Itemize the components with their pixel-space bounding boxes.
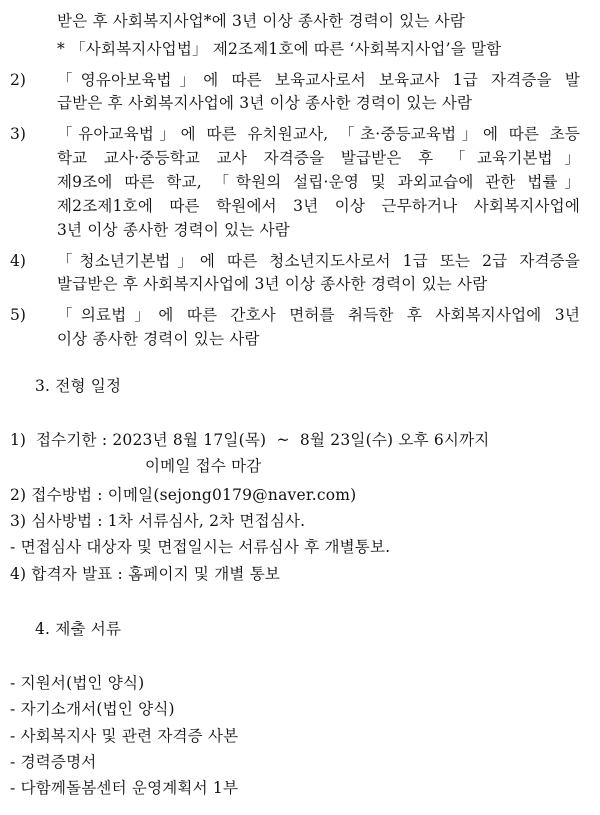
qualification-item4-number: 4) — [10, 252, 26, 270]
schedule-method: 2) 접수방법 : 이메일(sejong0179@naver.com) — [10, 486, 357, 504]
document-item-self-intro: - 자기소개서(법인 양식) — [10, 700, 175, 718]
document-item-certificate: - 사회복지사 및 관련 자격증 사본 — [10, 727, 239, 745]
schedule-heading: 3. 전형 일정 — [35, 377, 122, 395]
document-item-application: - 지원서(법인 양식) — [10, 674, 145, 692]
qualification-item3-line1: 「유아교육법」에 따른 유치원교사, 「초·중등교육법」에 따른 초등 — [57, 125, 580, 143]
qualification-item4-line1: 「청소년기본법」에 따른 청소년지도사로서 1급 또는 2급 자격증을 — [57, 252, 580, 270]
schedule-interview-note: - 면접심사 대상자 및 면접일시는 서류심사 후 개별통보. — [10, 538, 391, 556]
schedule-announcement: 4) 합격자 발표 : 홈페이지 및 개별 통보 — [10, 565, 281, 583]
qualification-item1-note: * 「사회복지사업법」 제2조제1호에 따른 ‘사회복지사업’을 말함 — [57, 40, 502, 58]
qualification-item3-number: 3) — [10, 125, 26, 143]
qualification-item1-continuation: 받은 후 사회복지사업*에 3년 이상 종사한 경력이 있는 사람 — [57, 12, 466, 30]
qualification-item5-number: 5) — [10, 306, 26, 324]
qualification-item2-line1: 「영유아보육법」에 따른 보육교사로서 보육교사 1급 자격증을 발 — [57, 71, 580, 89]
documents-heading: 4. 제출 서류 — [35, 620, 122, 638]
qualification-item5-line2: 이상 종사한 경력이 있는 사람 — [57, 330, 260, 348]
qualification-item3-line5: 3년 이상 종사한 경력이 있는 사람 — [57, 221, 290, 239]
schedule-item1-number: 1) — [10, 431, 26, 449]
document-item-career: - 경력증명서 — [10, 753, 97, 771]
qualification-item4-line2: 발급받은 후 사회복지사업에 3년 이상 종사한 경력이 있는 사람 — [57, 275, 488, 293]
qualification-item3-line3: 제9조에 따른 학교, 「학원의 설립·운영 및 과외교습에 관한 법률」 — [57, 173, 580, 191]
schedule-review: 3) 심사방법 : 1차 서류심사, 2차 면접심사. — [10, 512, 306, 530]
qualification-item5-line1: 「의료법」에 따른 간호사 면허를 취득한 후 사회복지사업에 3년 — [57, 306, 580, 324]
document-item-plan: - 다함께돌봄센터 운영계획서 1부 — [10, 779, 239, 797]
qualification-item3-line2: 학교 교사·중등학교 교사 자격증을 발급받은 후 「교육기본법」 — [57, 149, 580, 167]
qualification-item2-number: 2) — [10, 71, 26, 89]
qualification-item3-line4: 제2조제1호에 따른 학원에서 3년 이상 근무하거나 사회복지사업에 — [57, 197, 580, 215]
schedule-deadline: 접수기한 : 2023년 8월 17일(목) ~ 8월 23일(수) 오후 6시까지 — [36, 431, 490, 449]
qualification-item2-line2: 급받은 후 사회복지사업에 3년 이상 종사한 경력이 있는 사람 — [57, 94, 473, 112]
schedule-deadline-note: 이메일 접수 마감 — [145, 457, 262, 475]
